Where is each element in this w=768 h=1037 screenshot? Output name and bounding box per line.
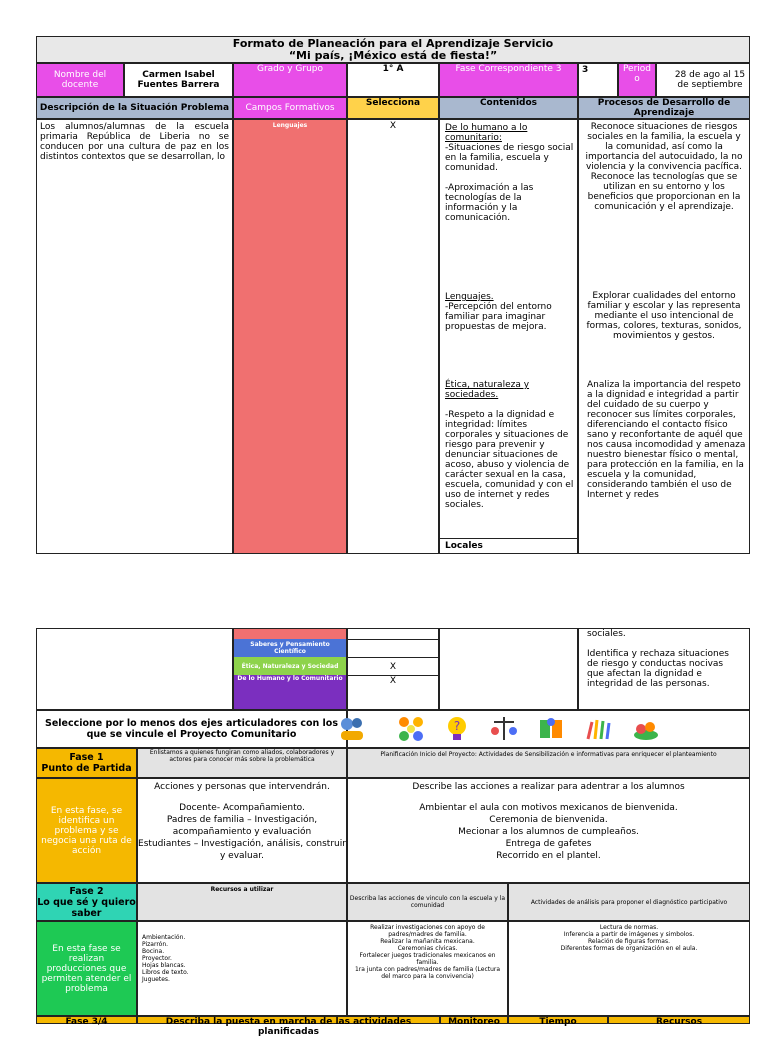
contenido-title-3: Ética, naturaleza y sociedades. bbox=[445, 380, 530, 400]
teacher-label: Nombre del docente bbox=[36, 63, 124, 97]
procesos-cell bbox=[578, 119, 750, 554]
select-mark-lenguajes: X bbox=[389, 121, 397, 131]
contenido-block-1 bbox=[445, 123, 575, 223]
proceso-continuation: sociales. Identifica y rechaza situaciones de riesgo y conductas nocivas que afectan la dignidad e integridad de las personas. bbox=[578, 628, 750, 710]
contenido-title-1: De lo humano a lo comunitario: bbox=[445, 123, 528, 143]
ejes-icons-row bbox=[347, 710, 750, 748]
page2-top-left bbox=[36, 628, 233, 710]
inclusion-icon bbox=[336, 713, 368, 745]
period-label: Period o bbox=[618, 63, 656, 97]
contenidos-cell bbox=[439, 119, 578, 554]
campo-lenguajes-cell bbox=[233, 119, 347, 554]
fase34-col2: Monitoreo bbox=[440, 1016, 508, 1024]
contenido-text-1: -Situaciones de riesgo social en la familia, escuela y comunidad. -Aproximación a las tecnologías de la información y la comunicación. bbox=[445, 143, 574, 223]
reading-icon bbox=[535, 713, 567, 745]
fase2-title: Fase 2 Lo que sé y quiero saber bbox=[36, 883, 137, 921]
fase34-title: Fase 3/4 bbox=[36, 1016, 137, 1024]
page2-contenidos-col bbox=[439, 628, 578, 710]
header-contenidos: Contenidos bbox=[439, 97, 578, 119]
teacher-name: Carmen Isabel Fuentes Barrera bbox=[124, 63, 233, 97]
page1-title: Formato de Planeación para el Aprendizaje Servicio bbox=[232, 36, 554, 50]
fase1-activities-cell bbox=[347, 778, 750, 883]
header-selecciona: Selecciona bbox=[347, 97, 439, 119]
fase2-header-vinculo: Describa las acciones de vinculo con la escuela y la comunidad bbox=[347, 883, 508, 921]
thinking-icon bbox=[395, 713, 427, 745]
header-campos: Campos Formativos bbox=[233, 97, 347, 119]
proceso-text-3: Analiza la importancia del respeto a la dignidad e integridad a partir del cuidado de su cuerpo y reconocer sus límites corporales, diferenciando el contacto físico sano y reconfortante de aquél que nos causa incomodidad y amenaza nuestro bienestar físico o mental, para protección en la familia, en la escuela y la comunidad, considerando también el uso de Internet y redes bbox=[587, 380, 746, 500]
header-procesos: Procesos de Desarrollo de Aprendizaje bbox=[578, 97, 750, 119]
header-description: Descripción de la Situación Problema bbox=[36, 97, 233, 119]
fase2-header-resources: Recursos a utilizar bbox=[137, 883, 347, 921]
grade-label: Grado y Grupo bbox=[233, 63, 347, 97]
fase34-col4: Recursos bbox=[608, 1016, 750, 1024]
select-mark-etica: X bbox=[348, 658, 438, 676]
grade-value: 1° A bbox=[347, 63, 439, 97]
page2-select-col bbox=[347, 628, 439, 710]
fase34-col3: Tiempo bbox=[508, 1016, 608, 1024]
proceso-text-2: Explorar cualidades del entorno familiar y escolar y las representa mediante el uso intencional de formas, colores, texturas, sonidos, movimientos y gestos. bbox=[586, 291, 742, 341]
proceso-text-1: Reconoce situaciones de riesgos sociales en la familia, la escuela y la comunidad, así como la importancia del autocuidado, la no violencia y la convivencia pacífica. Reconoce las tecnologías que se utilizan en su entorno y los beneficios que proporcionan en la comunicación y el aprendizaje. bbox=[585, 122, 743, 212]
campo-humano: De lo Humano y lo Comunitario bbox=[234, 675, 346, 709]
page1-subtitle: “Mi país, ¡México está de fiesta!” bbox=[288, 48, 498, 62]
ejes-text: Seleccione por lo menos dos ejes articuladores con los que se vincule el Proyecto Comunitario bbox=[36, 710, 347, 748]
contenido-block-3 bbox=[445, 380, 575, 510]
fase1-actions-title: Acciones y personas que intervendrán. bbox=[154, 782, 330, 792]
contenido-text-2: -Percepción del entorno familiar para imaginar propuestas de mejora. bbox=[445, 302, 552, 332]
fase1-activities: Ambientar el aula con motivos mexicanos de bienvenida. Ceremonia de bienvenida. Mecionar a los alumnos de cumpleaños. Entrega de gafetes Recorrido en el plantel. bbox=[419, 803, 678, 861]
contenido-title-2: Lenguajes. bbox=[445, 292, 494, 302]
contenido-block-2 bbox=[445, 292, 575, 332]
page2-campos-col bbox=[233, 628, 347, 710]
phase-label: Fase Correspondiente 3 bbox=[439, 63, 578, 97]
fase1-header-right: Planificación Inicio del Proyecto: Actividades de Sensibilización e informativas para enriquecer el planteamiento bbox=[347, 748, 750, 778]
fase2-vinculo: Realizar investigaciones con apoyo de padres/madres de familia. Realizar la mañanita mexicana. Ceremonias cívicas. Fortalecer juegos tradicionales mexicanos en familia. 1ra junta con padres/madres de familia (Lectura del marco para la convivencia) bbox=[347, 921, 508, 1016]
fase1-activities-title: Describe las acciones a realizar para adentrar a los alumnos bbox=[412, 782, 685, 792]
lightbulb-icon bbox=[441, 713, 473, 745]
contenido-text-3: -Respeto a la dignidad e integridad: límites corporales y situaciones de riesgo para prevenir y denunciar situaciones de acoso, abuso y violencia de carácter sexual en la casa, escuela, comunidad y con el uso de internet y redes sociales. bbox=[445, 410, 574, 510]
campo-etica: Ética, Naturaleza y Sociedad bbox=[234, 657, 346, 675]
fase1-actions: Docente- Acompañamiento. Padres de familia – Investigación, acompañamiento y evaluación Estudiantes – Investigación, análisis, construir y evaluar. bbox=[138, 803, 346, 861]
page1-title-box bbox=[36, 36, 750, 63]
campo-lenguajes: Lenguajes bbox=[272, 122, 308, 129]
fase34-col1: Describa la puesta en marcha de las actividades planificadas bbox=[137, 1016, 440, 1024]
fase2-description: En esta fase se realizan producciones que permiten atender el problema bbox=[36, 921, 137, 1016]
svg-text:?: ? bbox=[453, 719, 461, 733]
fase1-actions-cell bbox=[137, 778, 347, 883]
phase-value: 3 bbox=[578, 63, 618, 97]
food-icon bbox=[630, 713, 662, 745]
equality-icon bbox=[488, 713, 520, 745]
arts-icon bbox=[582, 713, 614, 745]
contenidos-footer: Locales bbox=[440, 538, 577, 553]
period-value: 28 de ago al 15 de septiembre bbox=[656, 63, 750, 97]
select-cell bbox=[347, 119, 439, 554]
select-mark-humano: X bbox=[389, 676, 397, 686]
fase1-description: En esta fase, se identifica un problema y se negocia una ruta de acción bbox=[36, 778, 137, 883]
fase2-header-analisis: Actividades de análisis para proponer el diagnóstico participativo bbox=[508, 883, 750, 921]
fase1-header-mid: Enlistamos a quienes fungiran como aliados, colaboradores y actores para conocer más sobre la problemática bbox=[137, 748, 347, 778]
description-text: Los alumnos/alumnas de la escuela primaria República de Liberia no se conducen por una cultura de paz en los distintos contextos que se desarrollan, lo bbox=[36, 119, 233, 554]
fase2-analisis: Lectura de normas. Inferencia a partir de imágenes y simbolos. Relación de figuras formas. Diferentes formas de organización en el aula. bbox=[508, 921, 750, 1016]
fase2-resources: Ambientación. Pizarrón. Bocina. Proyector. Hojas blancas. Libros de texto. Juguetes. bbox=[137, 921, 347, 1016]
fase1-title: Fase 1 Punto de Partida bbox=[36, 748, 137, 778]
select-mark-saberes bbox=[348, 640, 438, 658]
campo-saberes: Saberes y Pensamiento Científico bbox=[234, 639, 346, 657]
